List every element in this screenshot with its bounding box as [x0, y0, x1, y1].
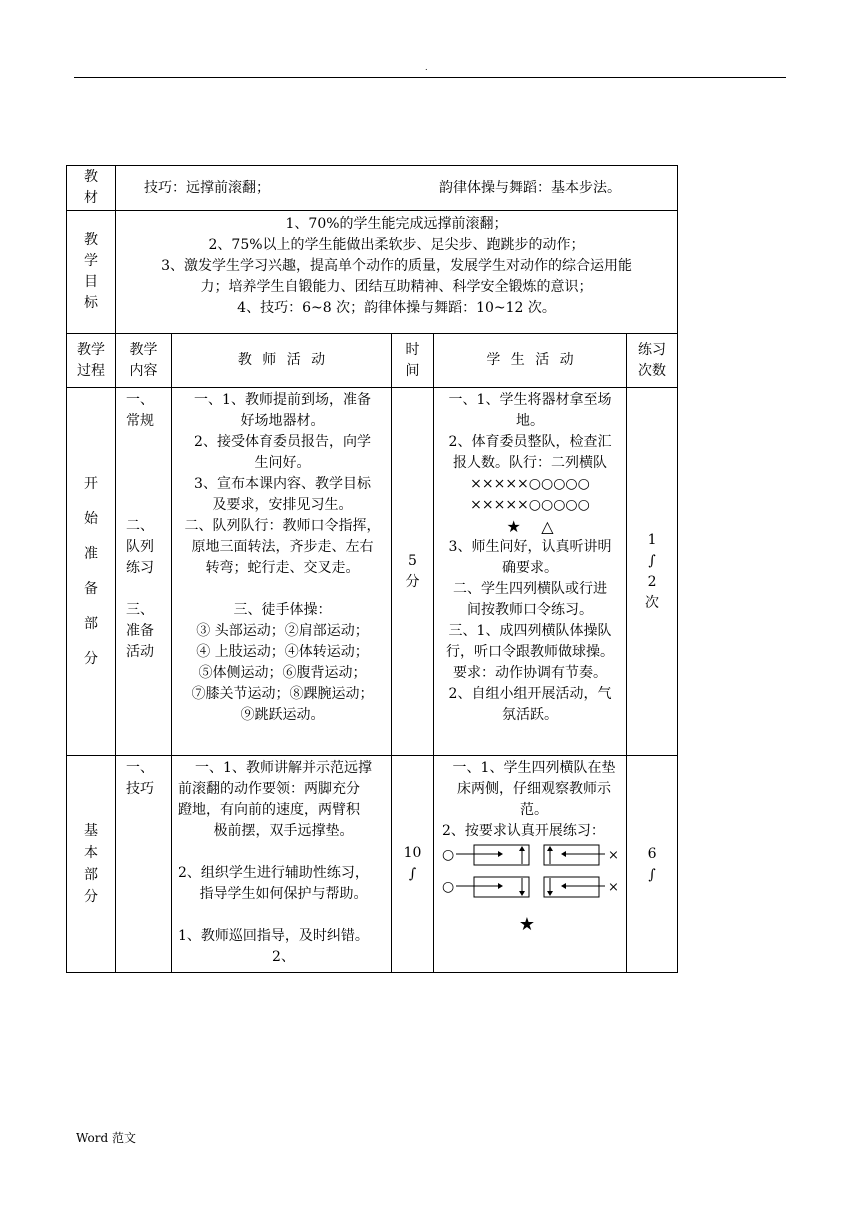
objective-line-2: 2、75%以上的学生能做出柔软步、足尖步、跑跳步的动作； — [208, 237, 585, 253]
prep-student-13: 氛活跃。 — [502, 707, 558, 723]
diagram-circle-top: ○ — [442, 847, 455, 863]
head-time-2: 间 — [405, 362, 420, 379]
diagram-arrowhead — [498, 883, 503, 889]
basic-content-cell — [116, 756, 172, 973]
diagram-mat — [544, 877, 599, 897]
footer-text: Word 范文 — [76, 1131, 136, 1145]
basic-student-2: 床两侧，仔细观察教师示 — [457, 781, 611, 797]
prep-teacher-11: ③ 头部运动；②肩部运动； — [196, 623, 369, 639]
prep-student-12: 2、自组小组开展活动，气 — [448, 686, 612, 702]
head-count-cell — [627, 334, 678, 388]
prep-count-1: 1 — [647, 531, 657, 548]
prep-process-1: 开 — [84, 475, 98, 492]
material-content-cell — [116, 166, 678, 211]
prep-teacher-cell — [172, 388, 392, 756]
row-preparation — [67, 388, 678, 756]
diagram-circle-bottom: ○ — [442, 879, 455, 895]
objectives-label-cell — [67, 211, 116, 334]
prep-teacher-9: 转弯；蛇行走、交叉走。 — [205, 560, 360, 576]
basic-student-4: 2、按要求认真开展练习： — [442, 823, 605, 839]
prep-student-cell — [434, 388, 627, 756]
diagram-cross-bottom: × — [608, 880, 619, 895]
basic-teacher-3: 蹬地，有向前的速度，两臂积 — [178, 802, 360, 818]
basic-student-3: 范。 — [520, 802, 548, 818]
basic-process-2: 本 — [84, 845, 98, 861]
basic-time-1: 10 — [403, 845, 422, 861]
head-process-1: 教学 — [77, 341, 105, 358]
head-teacher-cell — [172, 334, 392, 388]
prep-teacher-10: 三、徒手体操： — [233, 602, 332, 618]
diagram-arrowhead — [519, 891, 525, 896]
prep-teacher-5: 3、宣布本课内容、教学目标 — [194, 476, 371, 492]
prep-student-7: 二、学生四列横队或行进 — [453, 581, 607, 597]
row-column-headers — [67, 334, 678, 388]
head-content-2: 内容 — [129, 362, 158, 379]
material-skill: 技巧：远撑前滚翻； — [144, 179, 270, 196]
prep-teacher-3: 2、接受体育委员报告，向学 — [194, 434, 371, 450]
practice-diagram — [442, 844, 622, 906]
prep-count-4: 次 — [645, 594, 660, 611]
head-process-2: 过程 — [77, 362, 105, 379]
prep-student-9: 三、1、成四列横队体操队 — [448, 623, 612, 639]
prep-teacher-13: ⑤体侧运动；⑥腹背运动； — [198, 665, 367, 681]
prep-content-2: 常规 — [126, 413, 154, 429]
head-time-1: 时 — [405, 341, 420, 358]
prep-process-2: 始 — [84, 510, 98, 527]
basic-teacher-5: 2、组织学生进行辅助性练习， — [178, 865, 369, 881]
diagram-arrowhead — [519, 846, 525, 851]
head-count-2: 次数 — [638, 362, 667, 379]
objectives-label-1: 教 — [84, 232, 98, 248]
basic-count-2: ∫ — [648, 867, 656, 883]
basic-teacher-6: 指导学生如何保护与帮助。 — [199, 886, 368, 902]
row-material — [67, 166, 678, 211]
prep-content-8: 活动 — [126, 644, 154, 660]
basic-time-2: ∫ — [408, 866, 417, 882]
basic-content-2: 技巧 — [126, 781, 154, 797]
prep-formation-row-2: ×××××○○○○○ — [470, 497, 590, 513]
objective-line-1: 1、70%的学生能完成远撑前滚翻； — [285, 216, 508, 232]
prep-teacher-2: 好场地器材。 — [240, 413, 325, 429]
basic-process-3: 部 — [84, 867, 98, 883]
basic-process-cell — [67, 756, 116, 973]
diagram-cross-top: × — [608, 848, 619, 863]
material-label-1: 教 — [84, 169, 98, 185]
prep-student-6: 确要求。 — [502, 560, 558, 576]
diagram-arrowhead — [561, 851, 566, 857]
basic-time-cell — [392, 756, 434, 973]
diagram-mat — [474, 877, 529, 897]
row-basic — [67, 756, 678, 973]
basic-process-1: 基 — [84, 823, 98, 839]
diagram-mat — [544, 845, 599, 865]
prep-count-3: 2 — [647, 573, 657, 590]
basic-teacher-2: 前滚翻的动作要领：两脚充分 — [178, 781, 360, 797]
head-time-cell — [392, 334, 434, 388]
head-content-1: 教学 — [129, 341, 158, 358]
prep-teacher-8: 原地三面转法，齐步走、左右 — [191, 539, 374, 555]
material-rhythm: 韵律体操与舞蹈：基本步法。 — [439, 179, 621, 196]
basic-teacher-7: 1、教师巡回指导，及时纠错。 — [178, 928, 369, 944]
row-objectives — [67, 211, 678, 334]
diagram-star: ★ — [518, 914, 536, 935]
basic-teacher-4: 极前摆，双手远撑垫。 — [213, 823, 354, 839]
prep-time-cell — [392, 388, 434, 756]
material-label-cell — [67, 166, 116, 211]
prep-student-1: 一、1、学生将器材拿至场 — [448, 392, 612, 408]
prep-teacher-1: 一、1、教师提前到场，准备 — [194, 392, 371, 408]
prep-teacher-12: ④ 上肢运动；④体转运动； — [196, 644, 369, 660]
diagram-mat — [474, 845, 529, 865]
prep-teacher-15: ⑨跳跃运动。 — [240, 707, 325, 723]
prep-student-2: 地。 — [516, 413, 544, 429]
prep-time-2: 分 — [405, 573, 420, 590]
prep-process-6: 分 — [84, 650, 98, 667]
prep-teacher-7: 二、队列队行：教师口令指挥， — [184, 518, 381, 534]
diagram-arrowhead — [561, 883, 566, 889]
prep-student-5: 3、师生问好，认真听讲明 — [448, 539, 612, 555]
prep-process-5: 部 — [84, 615, 98, 632]
head-student: 学 生 活 动 — [486, 352, 574, 368]
objective-line-4: 力；培养学生自锻能力、团结互助精神、科学安全锻炼的意识； — [200, 279, 593, 295]
prep-content-6: 三、 — [126, 602, 154, 618]
objective-line-3: 3、激发学生学习兴趣，提高单个动作的质量，发展学生对动作的综合运用能 — [161, 258, 632, 274]
diagram-arrowhead — [498, 851, 503, 857]
prep-student-4: 报人数。队行：二列横队 — [453, 455, 607, 471]
prep-content-cell — [116, 388, 172, 756]
prep-process-cell — [67, 388, 116, 756]
prep-content-3: 二、 — [126, 518, 154, 534]
basic-student-cell — [434, 756, 627, 973]
head-process-cell — [67, 334, 116, 388]
basic-teacher-1: 一、1、教师讲解并示范远撑 — [195, 760, 372, 776]
head-count-1: 练习 — [638, 341, 667, 358]
diagram-arrowhead — [547, 846, 553, 851]
prep-teacher-4: 生问好。 — [254, 455, 311, 471]
prep-teacher-14: ⑦膝关节运动；⑧踝腕运动； — [191, 686, 374, 702]
prep-process-3: 准 — [84, 545, 98, 562]
prep-content-7: 准备 — [126, 623, 154, 639]
header-dot: . — [425, 63, 428, 72]
material-label-2: 材 — [84, 190, 98, 206]
prep-process-4: 备 — [84, 580, 98, 597]
objectives-label-4: 标 — [84, 295, 98, 311]
head-student-cell — [434, 334, 627, 388]
prep-content-4: 队列 — [126, 539, 154, 555]
prep-student-10: 行，听口令跟教师做球操。 — [446, 644, 614, 660]
basic-teacher-8: 2、 — [272, 949, 295, 965]
basic-process-4: 分 — [84, 889, 98, 905]
head-content-cell — [116, 334, 172, 388]
prep-student-11: 要求：动作协调有节奏。 — [453, 665, 607, 681]
prep-count-cell — [627, 388, 678, 756]
prep-content-1: 一、 — [126, 392, 154, 408]
basic-teacher-cell — [172, 756, 392, 973]
objectives-label-2: 学 — [84, 253, 98, 269]
basic-count-cell — [627, 756, 678, 973]
prep-student-8: 间按教师口令练习。 — [467, 602, 593, 618]
prep-teacher-6: 及要求，安排见习生。 — [212, 497, 353, 513]
prep-student-3: 2、体育委员整队，检查汇 — [448, 434, 612, 450]
objectives-label-3: 目 — [84, 274, 98, 290]
prep-count-2: ∫ — [648, 552, 656, 569]
prep-formation-symbols: ★ △ — [506, 517, 554, 536]
basic-student-1: 一、1、学生四列横队在垫 — [452, 760, 616, 776]
objectives-content-cell — [116, 211, 678, 334]
header-rule — [74, 77, 786, 78]
diagram-arrowhead — [547, 891, 553, 896]
lesson-plan-table — [66, 165, 678, 973]
prep-content-5: 练习 — [126, 560, 154, 576]
head-teacher: 教 师 活 动 — [237, 352, 326, 368]
basic-count-1: 6 — [647, 846, 657, 862]
prep-formation-row-1: ×××××○○○○○ — [470, 476, 590, 492]
objective-line-5: 4、技巧：6~8 次；韵律体操与舞蹈：10~12 次。 — [237, 300, 556, 316]
prep-time-1: 5 — [408, 552, 417, 569]
basic-content-1: 一、 — [126, 760, 154, 776]
